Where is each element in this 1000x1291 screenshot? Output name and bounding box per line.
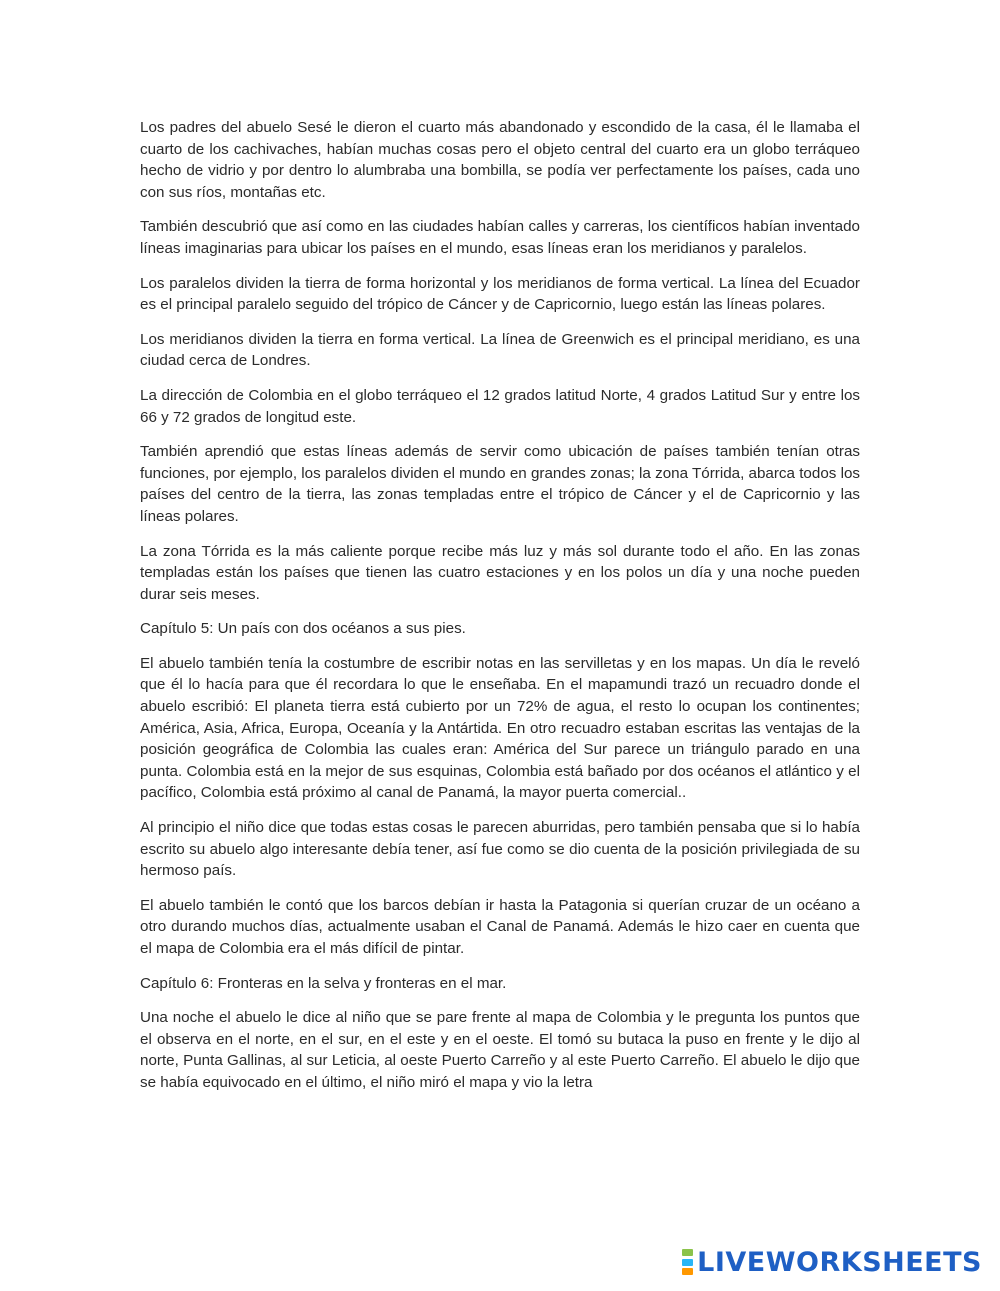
paragraph-torrid-zone: La zona Tórrida es la más caliente porque recibe más luz y más sol durante todo el año. En las zonas templadas están los países que tienen las cuatro estaciones y en los polos un día y una noche pueden durar seis meses. xyxy=(140,542,860,603)
paragraph-colombia-coordinates: La dirección de Colombia en el globo terráqueo el 12 grados latitud Norte, 4 grados Latitud Sur y entre los 66 y 72 grados de longitud este. xyxy=(140,386,860,426)
liveworksheets-logo xyxy=(682,1245,982,1279)
paragraph-globe-room: Los padres del abuelo Sesé le dieron el cuarto más abandonado y escondido de la casa, él le llamaba el cuarto de los cachivaches, habían muchas cosas pero el objeto central del cuarto era un globo terráqueo hecho de vidrio y por dentro lo alumbraba una bombilla, se podía ver perfectamente los países, cada uno con sus ríos, montañas etc. xyxy=(140,119,860,201)
paragraph-boring-at-first: Al principio el niño dice que todas estas cosas le parecen aburridas, pero también pensaba que si lo había escrito su abuelo algo interesante debía tener, así fue como se dio cuenta de la posición privilegiada de su hermoso país. xyxy=(140,819,860,880)
paragraph-line-functions: También aprendió que estas líneas además de servir como ubicación de países también tenían otras funciones, por ejemplo, los paralelos dividen el mundo en grandes zonas; la zona Tórrida, abarca todos los países del centro de la tierra, las zonas templadas entre el trópico de Cáncer y el de Capricornio y las líneas polares. xyxy=(140,443,860,525)
paragraph-meridians: Los meridianos dividen la tierra en forma vertical. La línea de Greenwich es el principal meridiano, es una ciudad cerca de Londres. xyxy=(140,330,860,370)
logo-wordmark: LIVEWORKSHEETS xyxy=(697,1246,982,1278)
chapter-5-title: Capítulo 5: Un país con dos océanos a sus pies. xyxy=(140,620,466,638)
paragraph-patagonia: El abuelo también le contó que los barcos debían ir hasta la Patagonia si querían cruzar de un océano a otro durando muchos días, actualmente usaban el Canal de Panamá. Además le hizo caer en cuenta que el mapa de Colombia era el más difícil de pintar. xyxy=(140,896,860,957)
paragraph-imaginary-lines: También descubrió que así como en las ciudades habían calles y carreras, los científicos habían inventado líneas imaginarias para ubicar los países en el mundo, esas líneas eran los meridianos y paralelos. xyxy=(140,218,860,257)
paragraph-grandfather-notes: El abuelo también tenía la costumbre de escribir notas en las servilletas y en los mapas. Un día le reveló que él lo hacía para que él recordara lo que le enseñaba. En el mapamundi trazó un recuadro donde el abuelo escribió: El planeta tierra está cubierto por un 72% de agua, el resto lo ocupan los continentes; América, Asia, Africa, Europa, Oceanía y la Antártida. En otro recuadro estaban escritas las ventajas de la posición geográfica de Colombia las cuales eran: América del Sur parece un triángulo parado en una punta. Colombia está en la mejor de sus esquinas, Colombia está bañado por dos océanos el atlántico y el pacífico, Colombia está próximo al canal de Panamá, la mayor puerta comercial.. xyxy=(140,654,860,802)
chapter-6-title: Capítulo 6: Fronteras en la selva y fronteras en el mar. xyxy=(140,974,507,992)
liveworksheets-logo-icon xyxy=(682,1249,693,1275)
document-body xyxy=(140,117,860,1107)
paragraph-cardinal-points: Una noche el abuelo le dice al niño que se pare frente al mapa de Colombia y le pregunta los puntos que el observa en el norte, en el sur, en el este y en el oeste. El tomó su butaca la puso en frente y le dijo al norte, Punta Gallinas, al sur Leticia, al oeste Puerto Carreño y al este Puerto Carreño. El abuelo le dijo que se había equivocado en el último, el niño miró el mapa y vio la letra xyxy=(140,1009,860,1091)
paragraph-parallels: Los paralelos dividen la tierra de forma horizontal y los meridianos de forma vertical. La línea del Ecuador es el principal paralelo seguido del trópico de Cáncer y de Capricornio, luego están las líneas polares. xyxy=(140,274,860,314)
